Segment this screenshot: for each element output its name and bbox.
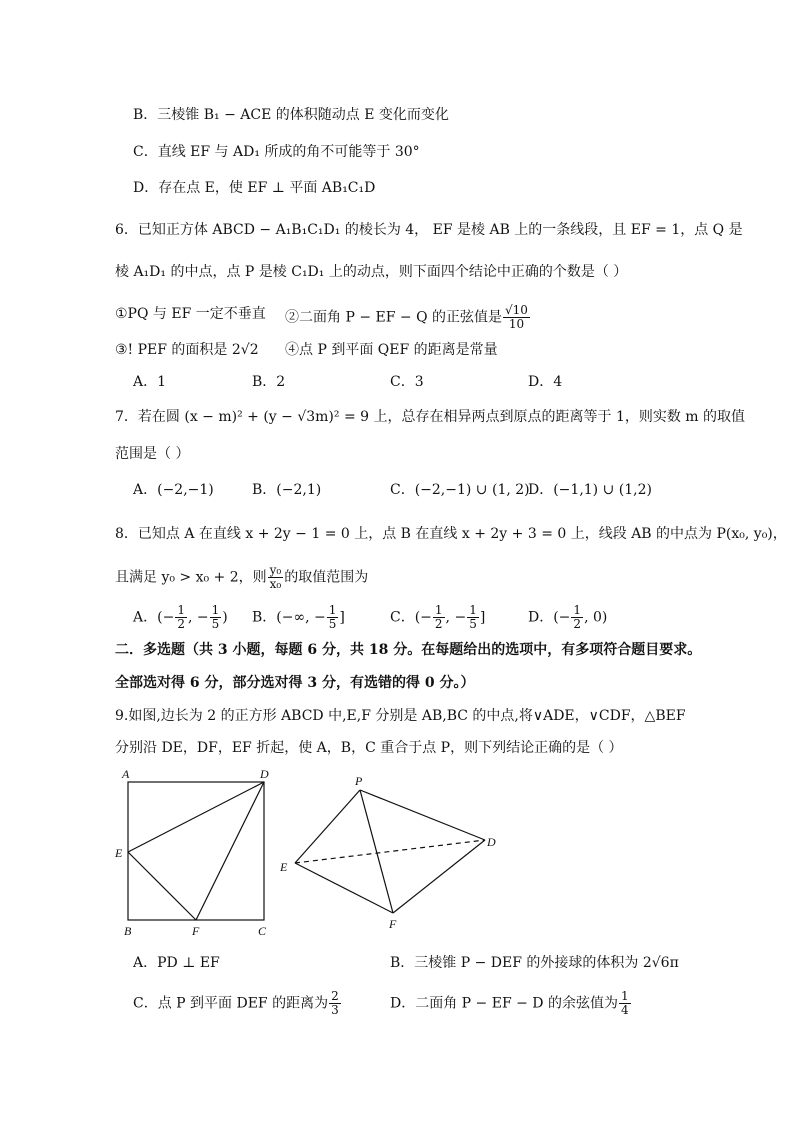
q6-statement-1: ①PQ 与 EF 一定不垂直 — [115, 306, 266, 322]
edge-pd — [360, 790, 485, 840]
label-f: F — [389, 917, 397, 931]
edge-pe — [295, 790, 360, 863]
fraction-numerator: √10 — [505, 303, 528, 317]
label-d: D — [487, 835, 496, 849]
q9-stem-line2: 分别沿 DE，DF，EF 折起，使 A，B，C 重合于点 P，则下列结论正确的是（ ） — [115, 740, 623, 756]
label-e: E — [280, 860, 288, 874]
fraction-numerator: 1 — [469, 603, 477, 617]
q5-option-b: B．三棱锥 B₁ − ACE 的体积随动点 E 变化而变化 — [133, 107, 449, 123]
fraction-one-fifth — [210, 604, 222, 631]
fraction-denominator: 10 — [508, 317, 525, 331]
option-text: , − — [187, 609, 209, 626]
fraction-one-half — [571, 604, 583, 631]
option-text: ) — [222, 609, 228, 626]
option-text: C．点 P 到平面 DEF 的距离为 — [133, 995, 329, 1012]
label-f: F — [192, 924, 200, 938]
q7-option-d: D．(−1,1) ∪ (1,2) — [528, 482, 652, 498]
q8-option-a — [133, 604, 228, 631]
option-text: D．二面角 P − EF − D 的余弦值为 — [390, 995, 618, 1012]
q6-statement-4: ④点 P 到平面 QEF 的距离是常量 — [285, 342, 498, 358]
option-text: , 0) — [584, 609, 608, 626]
q6-option-a: A．1 — [133, 374, 167, 390]
segment-ed — [128, 782, 264, 852]
q9-option-d — [390, 990, 632, 1017]
q7-stem-line1: 7．若在圆 (x − m)² + (y − √3m)² = 9 上，总存在相异两点到原点的距离等于 1，则实数 m 的取值 — [115, 409, 746, 425]
fraction-one-fifth — [327, 604, 339, 631]
q8-option-d — [528, 604, 607, 631]
q5-option-d: D．存在点 E，使 EF ⊥ 平面 AB₁C₁D — [133, 180, 376, 196]
q9-option-c — [133, 990, 342, 1017]
fraction-numerator: 1 — [620, 989, 629, 1003]
q7-stem-line2: 范围是（ ） — [115, 446, 190, 462]
section2-heading-line2: 全部选对得 6 分，部分选对得 3 分，有选错的得 0 分。） — [115, 675, 475, 691]
fraction-denominator: 4 — [620, 1003, 629, 1017]
option-text: ] — [339, 609, 345, 626]
fraction-one-half — [433, 604, 445, 631]
fraction-denominator: 2 — [573, 617, 582, 631]
q7-option-b: B．(−2,1) — [252, 482, 322, 498]
q6-stem-line1: 6．已知正方体 ABCD − A₁B₁C₁D₁ 的棱长为 4， EF 是棱 AB 上的一条线段，且 EF = 1，点 Q 是 — [115, 222, 743, 238]
fraction-numerator: 1 — [434, 603, 443, 617]
label-a: A — [122, 767, 130, 781]
q8-option-c — [390, 604, 485, 631]
fraction-numerator: 1 — [328, 603, 337, 617]
fraction-two-thirds — [329, 990, 341, 1017]
q6-statement-2-fraction — [503, 304, 530, 331]
fraction-denominator: 2 — [434, 617, 443, 631]
option-text: D．(− — [528, 609, 571, 626]
fraction-numerator: 1 — [211, 603, 220, 617]
q7-option-c: C．(−2,−1) ∪ (1, 2) — [390, 482, 530, 498]
fraction-numerator: 1 — [573, 603, 582, 617]
fraction-numerator: y₀ — [269, 563, 282, 577]
option-text: C．(− — [390, 609, 432, 626]
fraction-denominator: 5 — [328, 617, 337, 631]
label-b: B — [124, 924, 132, 938]
q9-stem-line1: 9.如图,边长为 2 的正方形 ABCD 中,E,F 分别是 AB,BC 的中点,将∨ADE，∨CDF，△BEF — [115, 708, 686, 724]
fraction-numerator: 1 — [177, 603, 185, 617]
q8-option-b — [252, 604, 345, 631]
option-text: A．(− — [133, 609, 175, 626]
edge-ed-hidden — [295, 840, 485, 863]
q6-option-b: B．2 — [252, 374, 286, 390]
fraction-denominator: 5 — [211, 617, 220, 631]
option-text: ] — [479, 609, 486, 626]
square-outline — [128, 782, 264, 920]
q5-option-c: C．直线 EF 与 AD₁ 所成的角不可能等于 30° — [133, 144, 420, 160]
segment-ef — [128, 852, 196, 920]
q8-range-text: 的取值范围为 — [284, 569, 369, 586]
label-c: C — [258, 924, 267, 938]
q6-stem-line2: 棱 A₁D₁ 的中点，点 P 是棱 C₁D₁ 上的动点，则下面四个结论中正确的个数是（ ） — [115, 264, 628, 280]
q6-statement-3: ③! PEF 的面积是 2√2 — [115, 342, 259, 358]
edge-ef — [295, 863, 393, 913]
label-d: D — [260, 767, 269, 781]
fraction-one-quarter — [619, 990, 631, 1017]
fraction-denominator: 3 — [331, 1003, 339, 1017]
q9-option-b: B．三棱锥 P − DEF 的外接球的体积为 2√6π — [390, 955, 679, 971]
q9-option-a: A．PD ⊥ EF — [133, 955, 220, 971]
q8-ratio-fraction — [268, 564, 284, 591]
fraction-denominator: x₀ — [269, 577, 282, 591]
q8-stem-line2 — [115, 564, 368, 591]
segment-fd — [196, 782, 264, 920]
q6-statement-2-text: ②二面角 P − EF − Q 的正弦值是 — [285, 309, 502, 326]
figure-square-abcd — [110, 765, 280, 940]
fraction-one-half — [175, 604, 187, 631]
fraction-one-fifth — [467, 604, 479, 631]
fraction-denominator: 5 — [469, 617, 477, 631]
section2-heading-line1: 二．多选题（共 3 小题，每题 6 分，共 18 分。在每题给出的选项中，有多项符合题目要求。 — [115, 642, 702, 658]
edge-fd — [393, 840, 485, 913]
fraction-numerator: 2 — [331, 989, 339, 1003]
q6-option-c: C．3 — [390, 374, 424, 390]
option-text: B．(−∞, − — [252, 609, 326, 626]
q8-condition-text: 且满足 y₀ > x₀ + 2，则 — [115, 569, 267, 586]
q6-statement-2 — [285, 304, 531, 331]
fraction-denominator: 2 — [177, 617, 185, 631]
label-p: P — [355, 774, 363, 788]
label-e: E — [115, 846, 123, 860]
q7-option-a: A．(−2,−1) — [133, 482, 214, 498]
q8-stem-line1: 8．已知点 A 在直线 x + 2y − 1 = 0 上，点 B 在直线 x + 2y + 3 = 0 上，线段 AB 的中点为 P(x₀, y₀)， — [115, 526, 787, 542]
figure-tetrahedron-pdef — [275, 770, 505, 935]
q6-option-d: D．4 — [528, 374, 563, 390]
option-text: , − — [445, 609, 467, 626]
